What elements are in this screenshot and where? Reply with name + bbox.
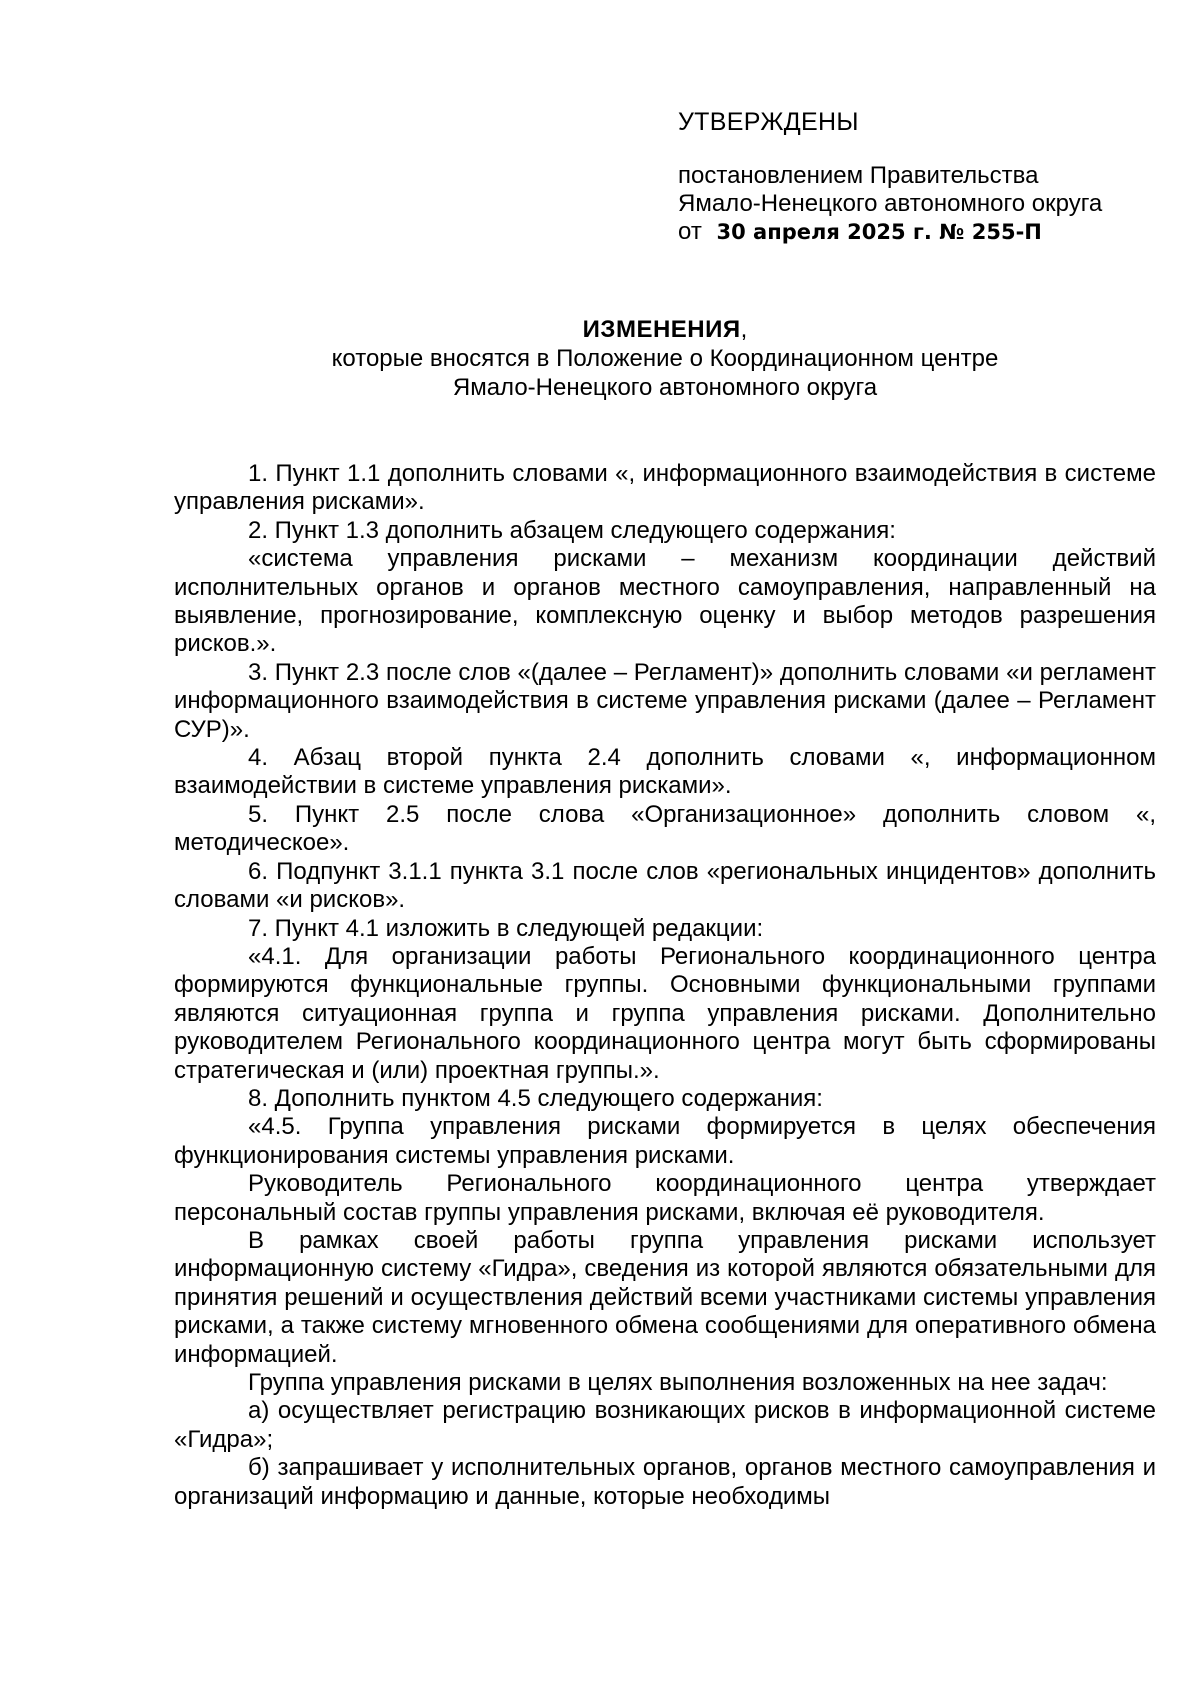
approval-block [678, 108, 1148, 246]
paragraph: 1. Пункт 1.1 дополнить словами «, информационного взаимодействия в системе управления рисками». [174, 460, 1156, 516]
approval-date-line [678, 218, 1148, 246]
document-heading [170, 315, 1160, 402]
paragraph: 3. Пункт 2.3 после слов «(далее – Регламент)» дополнить словами «и регламент информационного взаимодействия в системе управления рисками (далее – Регламент СУР)». [174, 658, 1156, 743]
approval-date-value: 30 апреля 2025 г. № 255-П [716, 220, 1042, 244]
approval-date-prefix: от [678, 218, 702, 245]
paragraph: а) осуществляет регистрацию возникающих рисков в информационной системе «Гидра»; [174, 1397, 1156, 1453]
paragraph: 2. Пункт 1.3 дополнить абзацем следующего содержания: [248, 516, 896, 544]
heading-subtitle-line-2: Ямало-Ненецкого автономного округа [452, 374, 878, 401]
paragraph: 4. Абзац второй пункта 2.4 дополнить словами «, информационном взаимодействии в системе управления рисками». [174, 744, 1156, 800]
heading-title-line [170, 315, 1160, 344]
approval-line-2: Ямало-Ненецкого автономного округа [678, 190, 1103, 217]
paragraph: 5. Пункт 2.5 после слова «Организационное» дополнить словом «, методическое». [174, 800, 1156, 857]
paragraph: «4.5. Группа управления рисками формируется в целях обеспечения функционирования системы управления рисками. [174, 1113, 1156, 1169]
paragraph: Руководитель Регионального координационного центра утверждает персональный состав группы управления рисками, включая её руководителя. [174, 1170, 1156, 1226]
paragraph: 6. Подпункт 3.1.1 пункта 3.1 после слов «региональных инцидентов» дополнить словами «и рисков». [174, 857, 1156, 914]
paragraph: В рамках своей работы группа управления рисками использует информационную систему «Гидра», сведения из которой являются обязательными для принятия решений и осуществления действий всеми участниками системы управления рисками, а также систему мгновенного обмена сообщениями для оперативного обмена информацией. [174, 1226, 1156, 1368]
paragraph: Группа управления рисками в целях выполнения возложенных на нее задач: [248, 1369, 1108, 1396]
paragraph: 8. Дополнить пунктом 4.5 следующего содержания: [248, 1084, 823, 1112]
document-body [174, 460, 1156, 1511]
paragraph: б) запрашивает у исполнительных органов, органов местного самоуправления и организаций информацию и данные, которые необходимы [174, 1454, 1156, 1510]
approval-line-1: постановлением Правительства [678, 162, 1039, 189]
approval-stamp-title: УТВЕРЖДЕНЫ [678, 108, 859, 136]
paragraph: 7. Пункт 4.1 изложить в следующей редакции: [248, 914, 764, 942]
heading-subtitle-line-1: которые вносятся в Положение о Координационном центре [331, 345, 999, 372]
paragraph: «система управления рисками – механизм координации действий исполнительных органов и органов местного самоуправления, направленный на выявление, прогнозирование, комплексную оценку и выбор методов разрешения рисков.». [174, 545, 1156, 658]
heading-title-suffix: , [740, 316, 748, 343]
paragraph: «4.1. Для организации работы Регионального координационного центра формируются функциональные группы. Основными функциональными группами являются ситуационная группа и группа управления рисками. Дополнительно руководителем Регионального координационного центра могут быть сформированы стратегическая и (или) проектная группы.». [174, 942, 1156, 1084]
heading-title: ИЗМЕНЕНИЯ [582, 316, 741, 343]
